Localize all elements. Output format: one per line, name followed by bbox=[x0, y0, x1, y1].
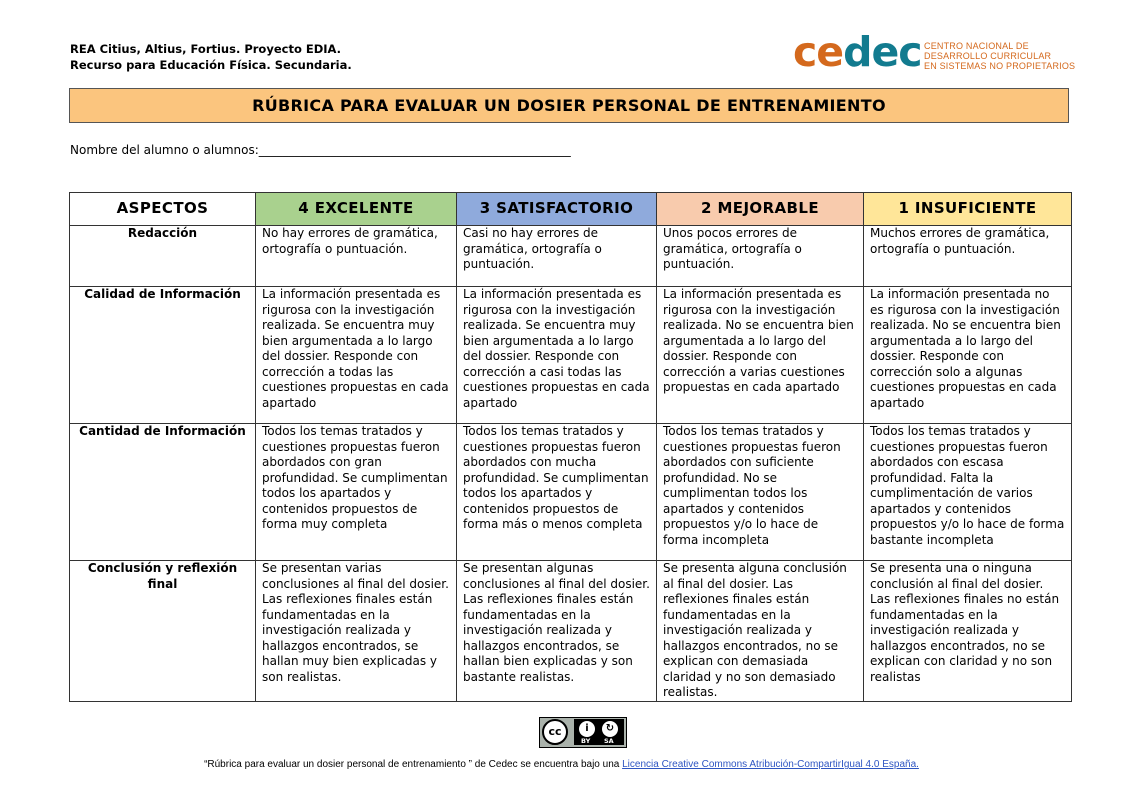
table-row bbox=[70, 561, 1072, 702]
criterion-cell: La información presentada es rigurosa con la investigación realizada. Se encuentra muy bien argumentada a lo largo del dossier. Responde con corrección a casi todas las cuestiones propuestas en cada apartado bbox=[457, 287, 657, 424]
cedec-subtitle-line-3: EN SISTEMAS NO PROPIETARIOS bbox=[924, 61, 1076, 71]
criterion-cell: Unos pocos errores de gramática, ortografía o puntuación. bbox=[657, 226, 864, 287]
sa-label: SA bbox=[604, 737, 614, 745]
student-name-label: Nombre del alumno o alumnos: bbox=[70, 143, 259, 157]
cedec-subtitle-line-1: CENTRO NACIONAL DE bbox=[924, 41, 1029, 51]
aspect-conclusion: Conclusión y reflexión final bbox=[70, 561, 256, 702]
aspect-redaccion: Redacción bbox=[70, 226, 256, 287]
share-alike-icon: ↻ bbox=[602, 721, 618, 737]
attribution-icon: i bbox=[579, 721, 595, 737]
aspect-calidad: Calidad de Información bbox=[70, 287, 256, 424]
criterion-cell: Casi no hay errores de gramática, ortografía o puntuación. bbox=[457, 226, 657, 287]
header-aspectos: ASPECTOS bbox=[70, 193, 256, 226]
criterion-cell: Se presentan algunas conclusiones al final del dosier. Las reflexiones finales están fundamentadas en la investigación realizada y hallazgos encontrados, se hallan bien explicadas y son bastante realistas. bbox=[457, 561, 657, 702]
rubric-table bbox=[69, 192, 1072, 702]
header-line-2: Recurso para Educación Física. Secundaria. bbox=[70, 58, 352, 72]
table-row bbox=[70, 226, 1072, 287]
header-excelente: 4 EXCELENTE bbox=[256, 193, 457, 226]
cedec-wordmark bbox=[793, 28, 922, 76]
rubric-header-row bbox=[70, 193, 1072, 226]
cedec-logo bbox=[793, 28, 1083, 78]
criterion-cell: Se presenta alguna conclusión al final del dosier. Las reflexiones finales están fundamentadas en la investigación realizada y hallazgos encontrados, no se explican con demasiada claridad y no son demasiado realistas. bbox=[657, 561, 864, 702]
criterion-cell: La información presentada no es rigurosa con la investigación realizada. No se encuentra bien argumentada a lo largo del dossier. Responde con corrección solo a algunas cuestiones propuestas en cada apartado bbox=[864, 287, 1072, 424]
cc-badge-dark-panel bbox=[574, 719, 624, 745]
cc-by-sa-badge bbox=[539, 717, 627, 748]
criterion-cell: No hay errores de gramática, ortografía o puntuación. bbox=[256, 226, 457, 287]
student-name-blank: ____________________________________________________ bbox=[258, 143, 571, 157]
table-row bbox=[70, 287, 1072, 424]
wordmark-part-1: ce bbox=[793, 28, 844, 76]
document-header bbox=[70, 41, 352, 73]
rubric-title: RÚBRICA PARA EVALUAR UN DOSIER PERSONAL DE ENTRENAMIENTO bbox=[69, 88, 1069, 123]
criterion-cell: Todos los temas tratados y cuestiones propuestas fueron abordados con mucha profundidad. Se cumplimentan todos los apartados y contenidos propuestos de forma más o menos completa bbox=[457, 424, 657, 561]
criterion-cell: Se presenta una o ninguna conclusión al final del dosier. Las reflexiones finales no están fundamentadas en la investigación realizada y hallazgos encontrados, no se explican con claridad y no son realistas bbox=[864, 561, 1072, 702]
criterion-cell: Muchos errores de gramática, ortografía o puntuación. bbox=[864, 226, 1072, 287]
student-name-field bbox=[70, 143, 571, 157]
wordmark-part-2: dec bbox=[843, 28, 922, 76]
license-footer bbox=[0, 759, 1123, 770]
cc-icon: cc bbox=[542, 719, 568, 745]
cedec-subtitle-line-2: DESARROLLO CURRICULAR bbox=[924, 51, 1052, 61]
license-link[interactable]: Licencia Creative Commons Atribución-CompartirIgual 4.0 España. bbox=[622, 759, 919, 770]
header-mejorable: 2 MEJORABLE bbox=[657, 193, 864, 226]
criterion-cell: Todos los temas tratados y cuestiones propuestas fueron abordados con gran profundidad. Se cumplimentan todos los apartados y contenidos propuestos de forma muy completa bbox=[256, 424, 457, 561]
criterion-cell: La información presentada es rigurosa con la investigación realizada. No se encuentra bien argumentada a lo largo del dossier. Responde con corrección a varias cuestiones propuestas en cada apartado bbox=[657, 287, 864, 424]
header-line-1: REA Citius, Altius, Fortius. Proyecto EDIA. bbox=[70, 42, 342, 56]
criterion-cell: Todos los temas tratados y cuestiones propuestas fueron abordados con suficiente profundidad. No se cumplimentan todos los apartados y contenidos propuestos y/o lo hace de forma incompleta bbox=[657, 424, 864, 561]
table-row bbox=[70, 424, 1072, 561]
header-satisfactorio: 3 SATISFACTORIO bbox=[457, 193, 657, 226]
by-label: BY bbox=[581, 737, 591, 745]
criterion-cell: Todos los temas tratados y cuestiones propuestas fueron abordados con escasa profundidad. Falta la cumplimentación de varios apartados y contenidos propuestos y/o lo hace de forma bastante incompleta bbox=[864, 424, 1072, 561]
license-text: “Rúbrica para evaluar un dosier personal de entrenamiento ” de Cedec se encuentra bajo una bbox=[204, 759, 623, 770]
cedec-subtitle bbox=[924, 41, 1075, 71]
aspect-cantidad: Cantidad de Información bbox=[70, 424, 256, 561]
header-insuficiente: 1 INSUFICIENTE bbox=[864, 193, 1072, 226]
criterion-cell: Se presentan varias conclusiones al final del dosier. Las reflexiones finales están fundamentadas en la investigación realizada y hallazgos encontrados, se hallan muy bien explicadas y son realistas. bbox=[256, 561, 457, 702]
criterion-cell: La información presentada es rigurosa con la investigación realizada. Se encuentra muy bien argumentada a lo largo del dossier. Responde con corrección a todas las cuestiones propuestas en cada apartado bbox=[256, 287, 457, 424]
